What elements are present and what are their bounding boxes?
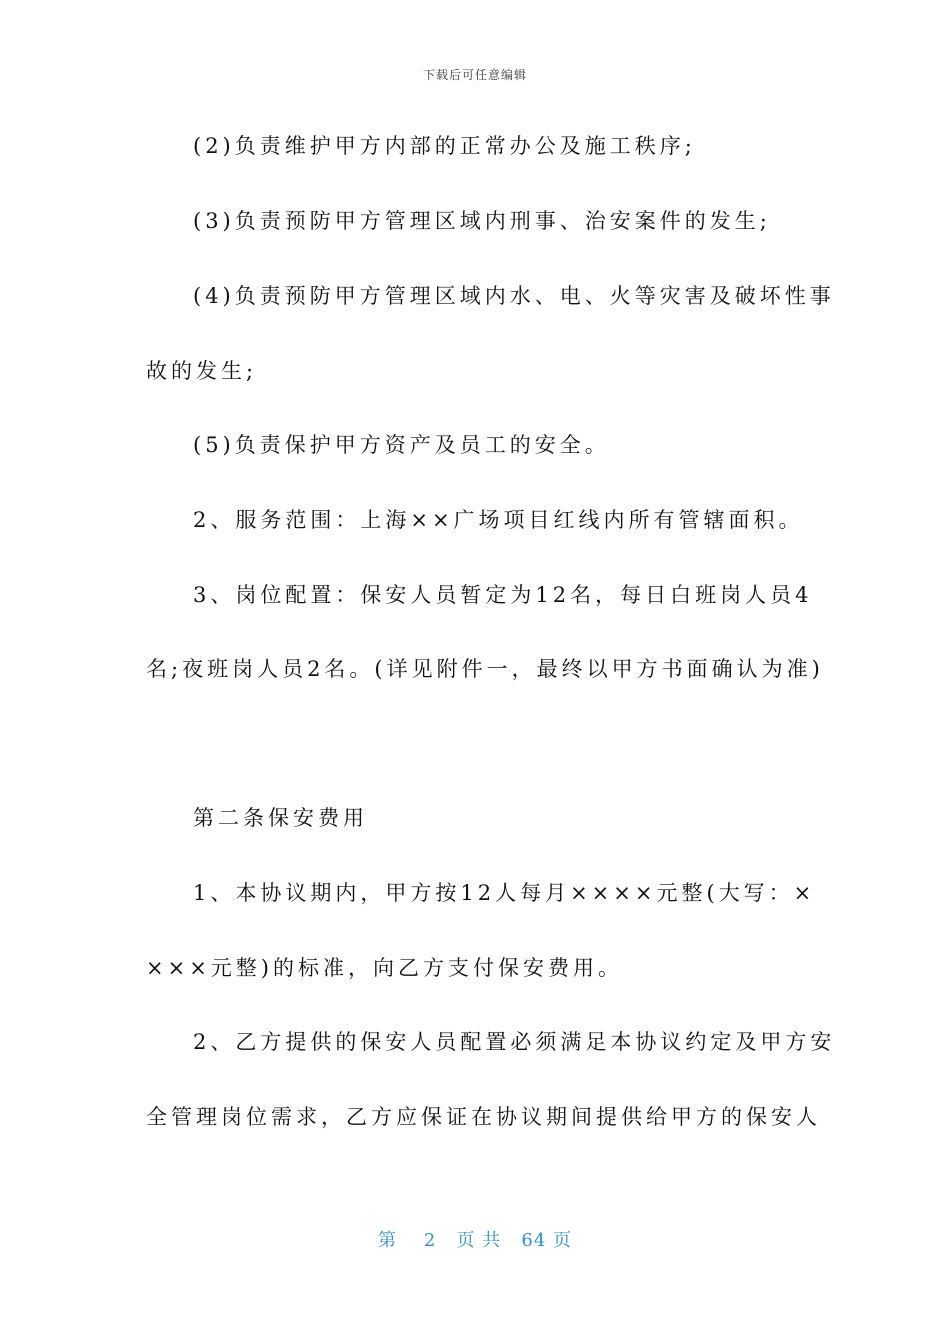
paragraph-line-4: 故的发生;: [146, 359, 258, 383]
footer-page-total: 64: [521, 1230, 547, 1251]
paragraph-line-10: 1、本协议期内，甲方按12人每月××××元整(大写：×: [193, 881, 816, 905]
paragraph-line-11: ×××元整)的标准，向乙方支付保安费用。: [146, 956, 623, 980]
paragraph-line-5: (5)负责保护甲方资产及员工的安全。: [193, 433, 610, 457]
paragraph-line-1: (2)负责维护甲方内部的正常办公及施工秩序;: [193, 134, 696, 158]
footer-middle: 页 共: [456, 1230, 502, 1251]
paragraph-line-6: 2、服务范围：上海××广场项目红线内所有管辖面积。: [193, 508, 804, 532]
footer-page-number: 2: [423, 1230, 437, 1251]
paragraph-line-3: (4)负责预防甲方管理区域内水、电、火等灾害及破坏性事: [193, 284, 835, 308]
page-footer: [0, 1226, 950, 1252]
paragraph-line-12: 2、乙方提供的保安人员配置必须满足本协议约定及甲方安: [193, 1030, 836, 1054]
footer-prefix: 第: [377, 1230, 397, 1251]
paragraph-line-2: (3)负责预防甲方管理区域内刑事、治安案件的发生;: [193, 209, 771, 233]
page-header-note: 下载后可任意编辑: [422, 68, 527, 82]
footer-suffix: 页: [553, 1230, 573, 1251]
paragraph-line-13: 全管理岗位需求，乙方应保证在协议期间提供给甲方的保安人: [146, 1105, 821, 1129]
section-heading: 第二条保安费用: [193, 806, 368, 830]
paragraph-line-8: 名;夜班岗人员2名。(详见附件一，最终以甲方书面确认为准): [146, 657, 824, 681]
paragraph-line-7: 3、岗位配置：保安人员暂定为12名，每日白班岗人员4: [193, 583, 813, 607]
